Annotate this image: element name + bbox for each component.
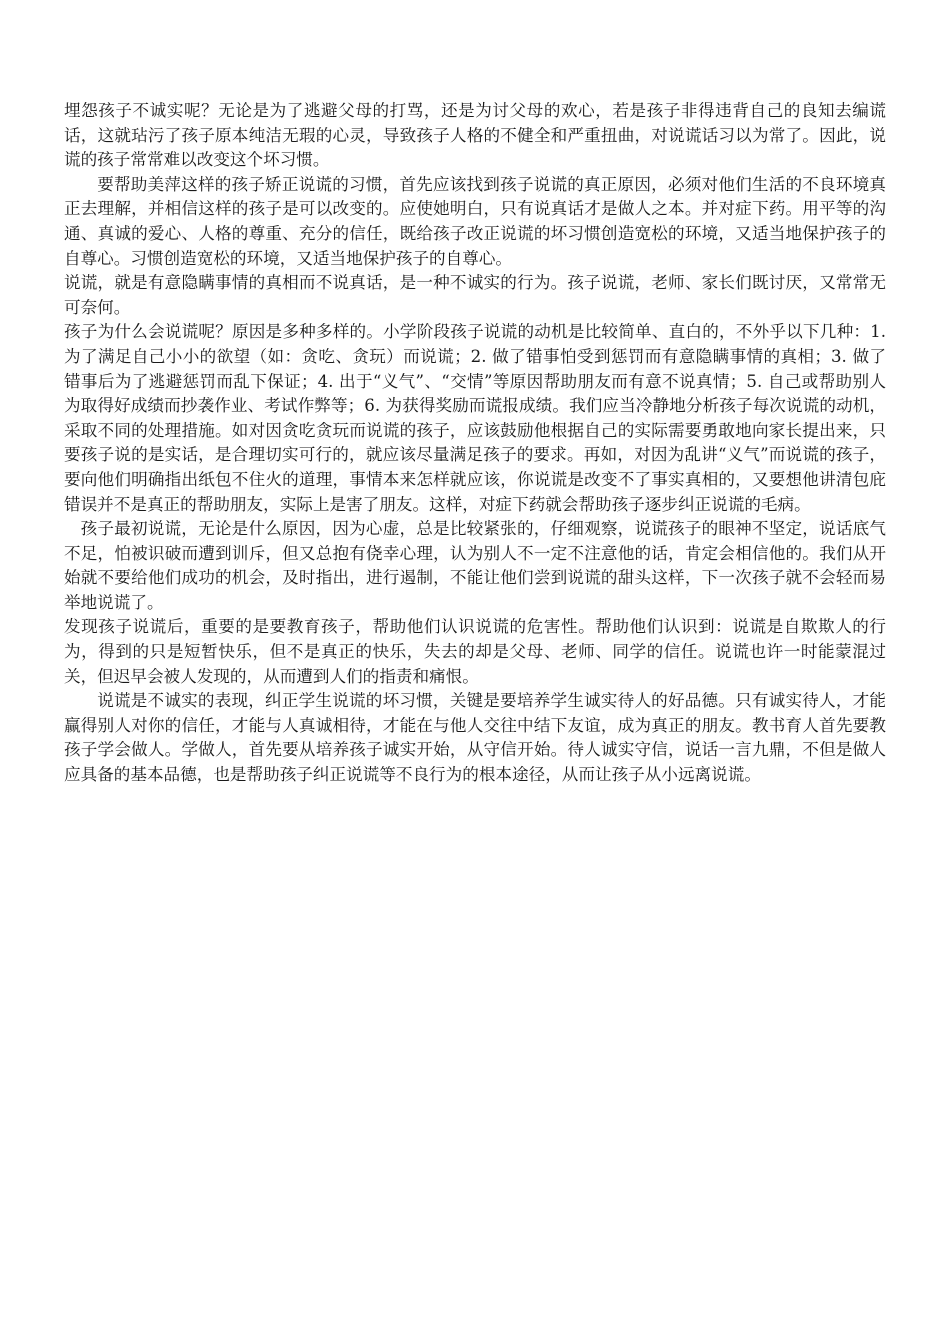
paragraph-1: 埋怨孩子不诚实呢？无论是为了逃避父母的打骂，还是为讨父母的欢心，若是孩子非得违背自己的良知去编谎话，这就玷污了孩子原本纯洁无瑕的心灵，导致孩子人格的不健全和严重扭曲，对说谎话习以为常了。因此，说谎的孩子常常难以改变这个坏习惯。 bbox=[64, 101, 886, 170]
paragraph-4: 孩子为什么会说谎呢？原因是多种多样的。小学阶段孩子说谎的动机是比较简单、直白的，不外乎以下几种：1. 为了满足自己小小的欲望（如：贪吃、贪玩）而说谎；2. 做了错事怕受到惩罚而有意隐瞒事情的真相；3. 做了错事后为了逃避惩罚而乱下保证；4. 出于“义气”、“交情”等原因帮助朋友而有意不说真情；5. 自己或帮助别人为取得好成绩而抄袭作业、考试作弊等；6. 为获得奖励而谎报成绩。我们应当冷静地分析孩子每次说谎的动机，采取不同的处理措施。如对因贪吃贪玩而说谎的孩子，应该鼓励他根据自己的实际需要勇敢地向家长提出来，只要孩子说的是实话，是合理切实可行的，就应该尽量满足孩子的要求。再如，对因为乱讲“义气”而说谎的孩子，要向他们明确指出纸包不住火的道理，事情本来怎样就应该，你说谎是改变不了事实真相的，又要想他讲清包庇错误并不是真正的帮助朋友，实际上是害了朋友。这样，对症下药就会帮助孩子逐步纠正说谎的毛病。 bbox=[64, 322, 886, 514]
paragraph-3: 说谎，就是有意隐瞒事情的真相而不说真话，是一种不诚实的行为。孩子说谎，老师、家长们既讨厌，又常常无可奈何。 bbox=[64, 273, 886, 317]
paragraph-5: 孩子最初说谎，无论是什么原因，因为心虚，总是比较紧张的，仔细观察，说谎孩子的眼神不坚定，说话底气不足，怕被识破而遭到训斥，但又总抱有侥幸心理，认为别人不一定不注意他的话，肯定会相信他的。我们从开始就不要给他们成功的机会，及时指出，进行遏制，不能让他们尝到说谎的甜头这样，下一次孩子就不会轻而易举地说谎了。 bbox=[64, 519, 886, 612]
paragraph-7: 说谎是不诚实的表现，纠正学生说谎的坏习惯，关键是要培养学生诚实待人的好品德。只有诚实待人，才能赢得别人对你的信任，才能与人真诚相待，才能在与他人交往中结下友谊，成为真正的朋友。教书育人首先要教孩子学会做人。学做人，首先要从培养孩子诚实开始，从守信开始。待人诚实守信，说话一言九鼎，不但是做人应具备的基本品德，也是帮助孩子纠正说谎等不良行为的根本途径，从而让孩子从小远离说谎。 bbox=[64, 691, 886, 785]
paragraph-6: 发现孩子说谎后，重要的是要教育孩子，帮助他们认识说谎的危害性。帮助他们认识到：说谎是自欺欺人的行为，得到的只是短暂快乐，但不是真正的快乐，失去的却是父母、老师、同学的信任。说谎也许一时能蒙混过关，但迟早会被人发现的，从而遭到人们的指责和痛恨。 bbox=[64, 617, 886, 686]
paragraph-2: 要帮助美萍这样的孩子矫正说谎的习惯，首先应该找到孩子说谎的真正原因，必须对他们生活的不良环境真正去理解，并相信这样的孩子是可以改变的。应使她明白，只有说真话才是做人之本。并对症下药。用平等的沟通、真诚的爱心、人格的尊重、充分的信任，既给孩子改正说谎的坏习惯创造宽松的环境，又适当地保护孩子的自尊心。习惯创造宽松的环境，又适当地保护孩子的自尊心。 bbox=[64, 174, 886, 268]
document-body bbox=[64, 99, 886, 788]
